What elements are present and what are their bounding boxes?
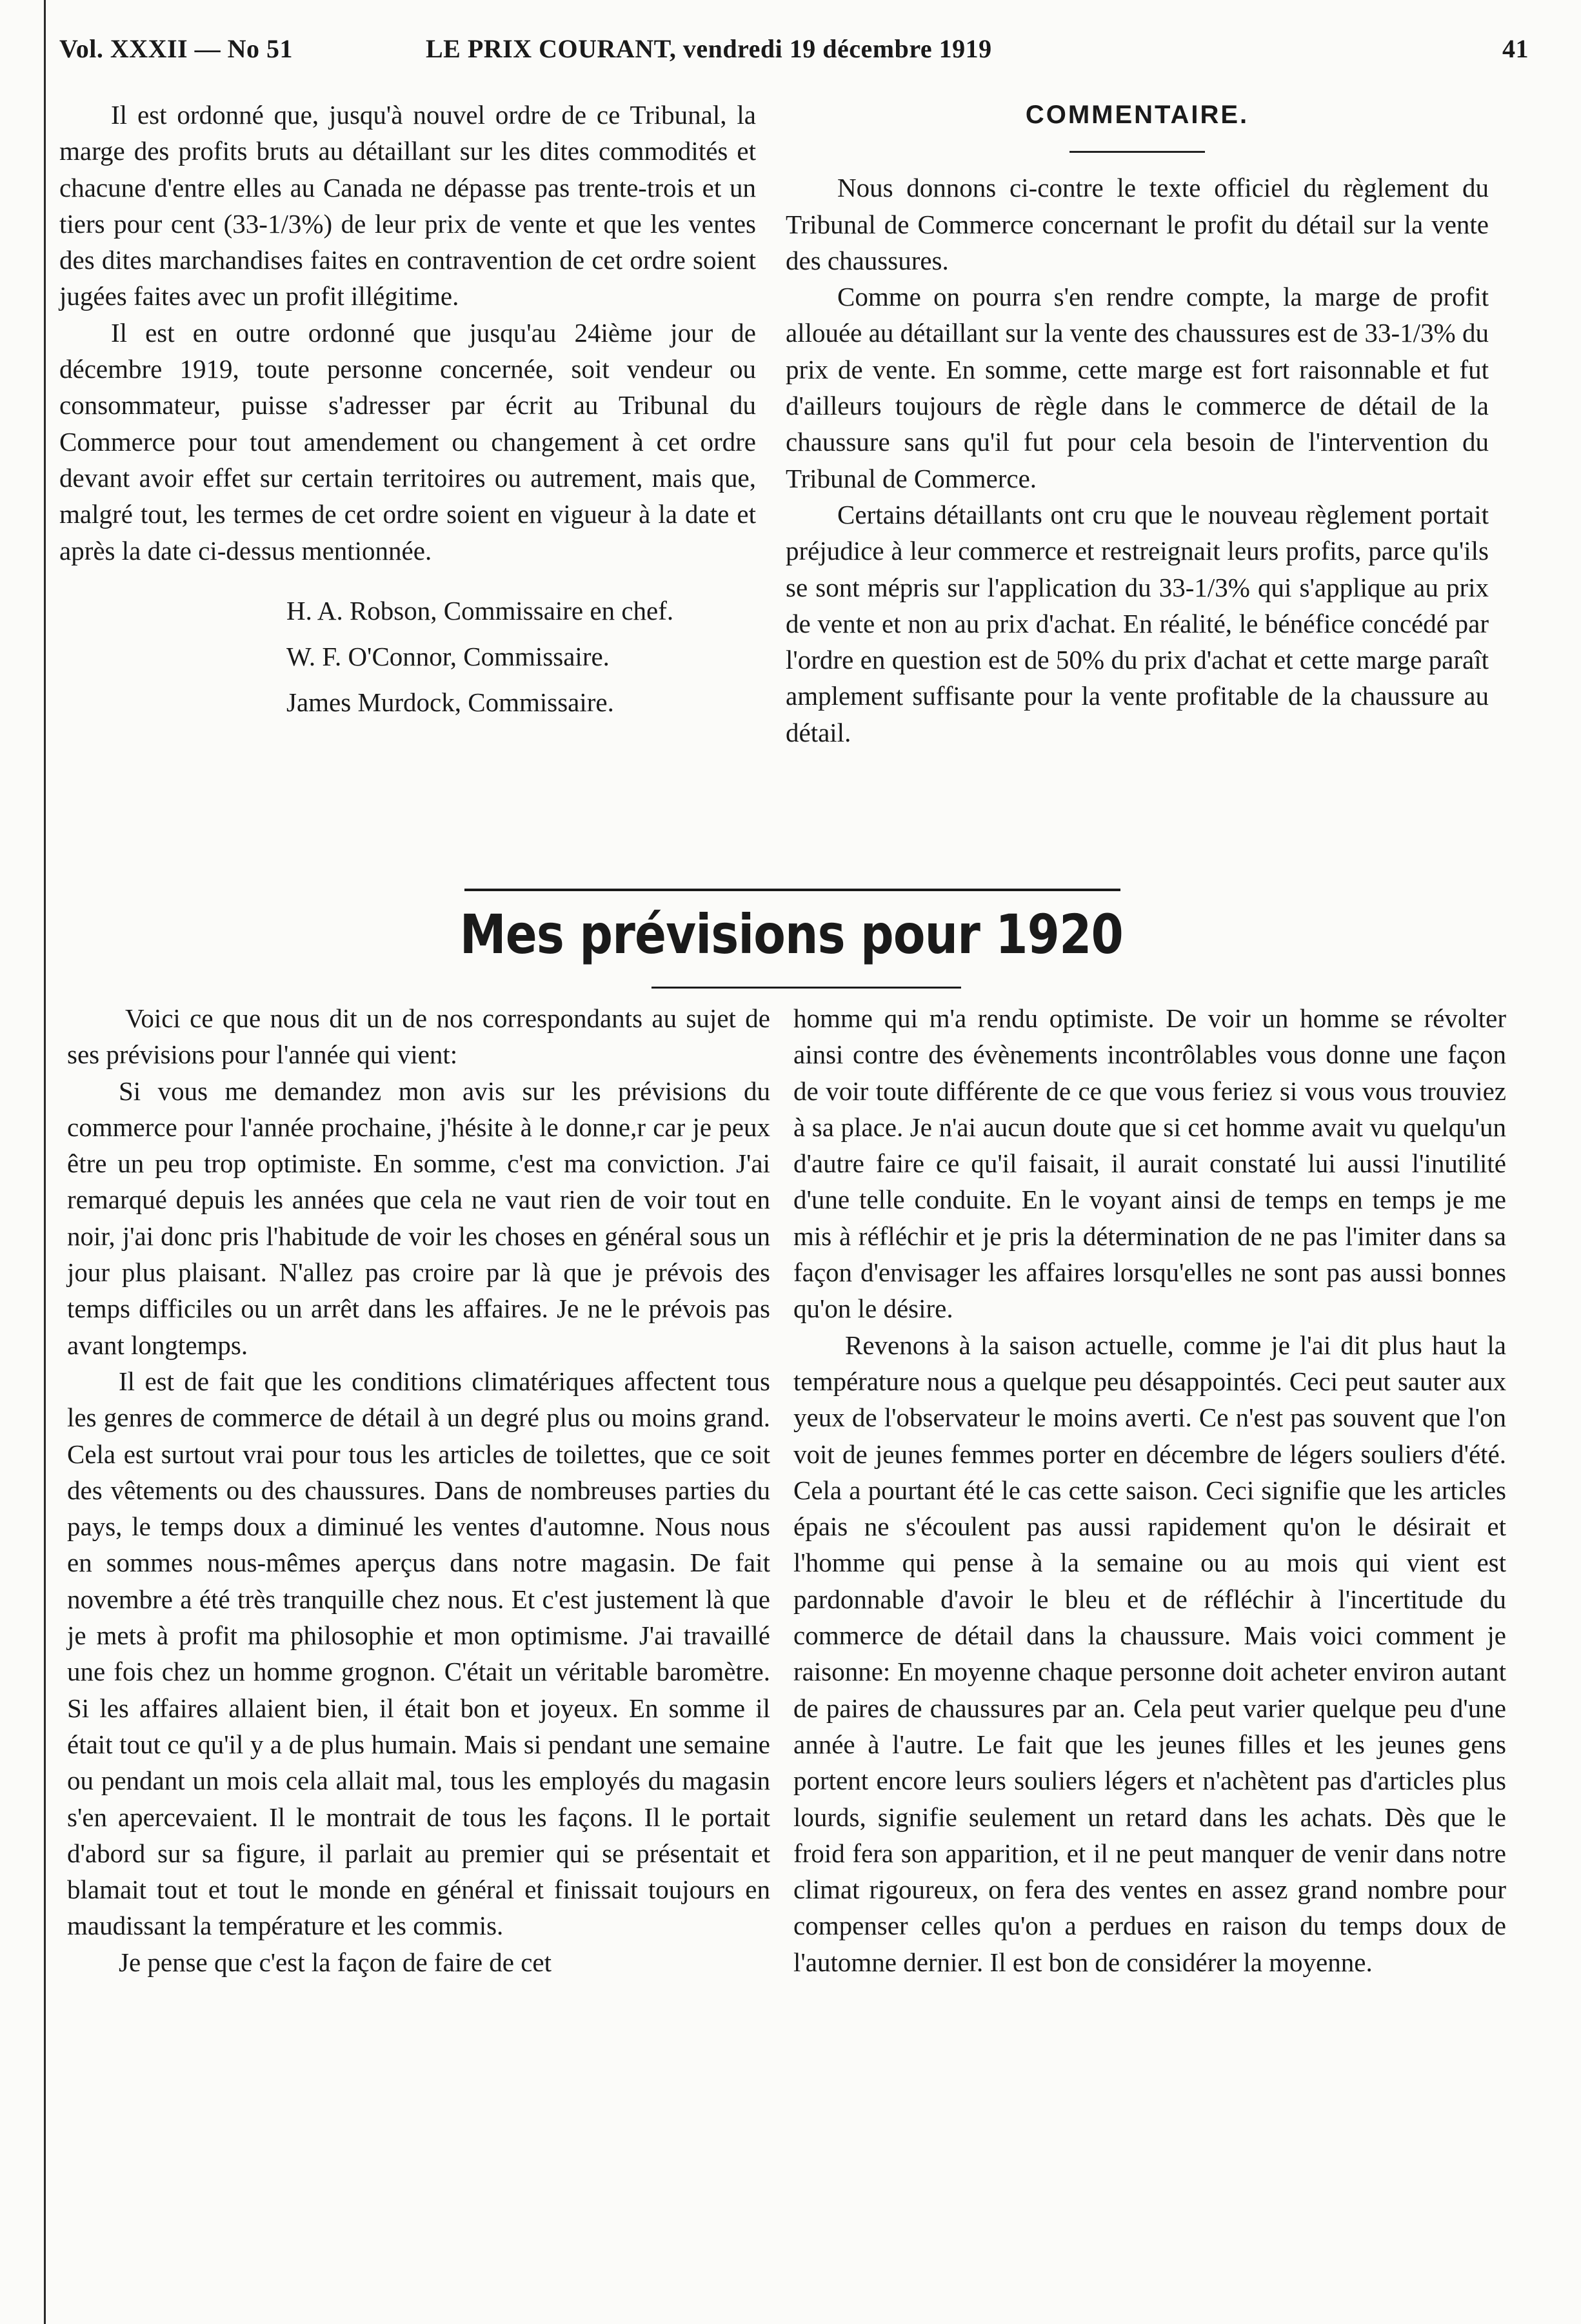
article-paragraph: Je pense que c'est la façon de faire de cet <box>119 1947 552 1977</box>
signatory: W. F. O'Connor, Commissaire. <box>286 641 610 671</box>
commentary-paragraph: Nous donnons ci-contre le texte officiel du règlement du Tribunal de Commerce concernant le profit du détail sur la vente des chaussures. <box>786 173 1489 275</box>
commentary-paragraph: Comme on pourra s'en rendre compte, la marge de profit allouée au détaillant sur la vente des chaussures est de 33-1/3% du prix de vente. En somme, cette marge est fort raisonnable et fut d'ailleurs toujours de règle dans le commerce de détail de la chaussure sans qu'il fut pour cela besoin de l'intervention du Tribunal de Commerce. <box>786 282 1489 493</box>
commentary-heading: COMMENTAIRE. <box>1025 101 1249 129</box>
article-paragraph: Voici ce que nous dit un de nos correspondants au sujet de ses prévisions pour l'année qui vient: <box>67 1003 770 1070</box>
order-paragraph: Il est en outre ordonné que jusqu'au 24ième jour de décembre 1919, toute personne concernée, soit vendeur ou consommateur, puisse s'adresser par écrit au Tribunal du Commerce pour tout amendement ou changement à cet ordre devant avoir effet sur certain territoires ou autrement, mais que, malgré tout, les termes de cet ordre soient en vigueur à la date et après la date ci-dessus mentionnée. <box>59 317 756 566</box>
signatures <box>59 588 756 725</box>
page-number: 41 <box>1502 34 1529 63</box>
commentary-column <box>786 97 1489 751</box>
article-paragraph: Si vous me demandez mon avis sur les prévisions du commerce pour l'année prochaine, j'hésite à le donne,r car je peux être un peu trop optimiste. En somme, c'est ma conviction. J'ai remarqué depuis les années que cela ne vaut rien de voir tout en noir, j'ai donc pris l'habitude de voir les choses en général sous un jour plus plaisant. N'allez pas croire par là que je prévois des temps difficiles ou un arrêt dans les affaires. Je ne le prévois pas avant longtemps. <box>67 1076 770 1360</box>
commentary-paragraph: Certains détaillants ont cru que le nouveau règlement portait préjudice à leur commerce et restreignait leurs profits, parce qu'ils se sont mépris sur l'application du 33-1/3% qui s'applique au prix de vente et non au prix d'achat. En réalité, le bénéfice concédé par l'ordre en question est de 50% du prix d'achat et cette marge paraît amplement suffisante pour la vente profitable de la chaussure au détail. <box>786 499 1489 747</box>
order-paragraph: Il est ordonné que, jusqu'à nouvel ordre de ce Tribunal, la marge des profits bruts au détaillant sur les dites commodités et chacune d'entre elles au Canada ne dépasse pas trente-trois et un tiers pour cent (33-1/3%) de leur prix de vente et que les ventes des dites marchandises faites en contravention de cet ordre soient jugées faites avec un profit illégitime. <box>59 100 756 311</box>
article-paragraph: homme qui m'a rendu optimiste. De voir un homme se révolter ainsi contre des évènements incontrôlables vous donne une façon de voir toute différente de ce que vous feriez si vous vous trouviez à sa place. Je n'ai aucun doute que si cet homme avait vu quelqu'un d'autre faire ce qu'il faisait, il aurait constaté lui aussi l'inutilité d'une telle conduite. En le voyant ainsi de temps en temps je me mis à réfléchir et je pris la détermination de ne pas l'imiter dans sa façon d'envisager les affaires lorsqu'elles ne sont pas aussi bonnes qu'on le désire. <box>793 1003 1506 1324</box>
signatory: H. A. Robson, Commissaire en chef. <box>286 595 674 625</box>
title-underline <box>651 987 961 989</box>
article-right-column <box>793 1000 1506 1980</box>
article-paragraph: Il est de fait que les conditions climatériques affectent tous les genres de commerce de détail à un degré plus ou moins grand. Cela est surtout vrai pour tous les articles de toilettes, que ce soit des vêtements ou des chaussures. Dans de nombreuses parties du pays, le temps doux a diminué les ventes d'automne. Nous nous en sommes nous-mêmes aperçus dans notre magasin. De fait novembre a été très tranquille chez nous. Et c'est justement là que je mets à profit ma philosophie et mon optimisme. J'ai travaillé une fois chez un homme grognon. C'était un véritable baromètre. Si les affaires allaient bien, il était bon et joyeux. En somme il était tout ce qu'il y a de plus humain. Mais si pendant une semaine ou pendant un mois cela allait mal, tous les employés du magasin s'en apercevaient. Il le montrait de tous les façons. Il le portait d'abord sur sa figure, il parlait au premier qui se présentait et blamait tout et tout le monde en général et finissait toujours en maudissant la température et les commis. <box>67 1366 770 1941</box>
commentary-rule <box>1069 151 1205 153</box>
running-header <box>52 28 1529 74</box>
order-column <box>59 97 756 725</box>
article-left-column <box>67 1000 770 1980</box>
article-title: Mes prévisions pour 1920 <box>459 903 1123 966</box>
section-separator <box>464 889 1120 891</box>
volume-number: Vol. XXXII — No 51 <box>59 34 293 63</box>
page-binding-edge <box>44 0 46 2324</box>
article-paragraph: Revenons à la saison actuelle, comme je l'ai dit plus haut la température nous a quelque peu désappointés. Ceci peut sauter aux yeux de l'observateur le moins averti. Ce n'est pas souvent que l'on voit de jeunes femmes porter en décembre de légers souliers d'été. Cela a pourtant été le cas cette saison. Ceci signifie que les articles épais ne s'écoulent pas aussi rapidement qu'on le désirait et l'homme qui pense à la semaine ou au mois qui vient est pardonnable d'avoir le bleu et de réfléchir à l'incertitude du commerce de détail dans la chaussure. Mais voici comment je raisonne: En moyenne chaque personne doit acheter environ autant de paires de chaussures par an. Cela peut varier quelque peu d'une année à l'autre. Le fait que les jeunes filles et les jeunes gens portent encore leurs souliers légers et n'achètent pas d'articles plus lourds, signifie seulement un retard dans les achats. Dès que le froid fera son apparition, et il ne peut manquer de venir dans notre climat rigoureux, on fera des ventes en assez grand nombre pour compenser celles qu'on a perdues en raison du temps doux de l'automne dernier. Il est bon de considérer la moyenne. <box>793 1330 1506 1977</box>
journal-title-date: LE PRIX COURANT, vendredi 19 décembre 1919 <box>426 34 992 63</box>
signatory: James Murdock, Commissaire. <box>286 687 614 717</box>
